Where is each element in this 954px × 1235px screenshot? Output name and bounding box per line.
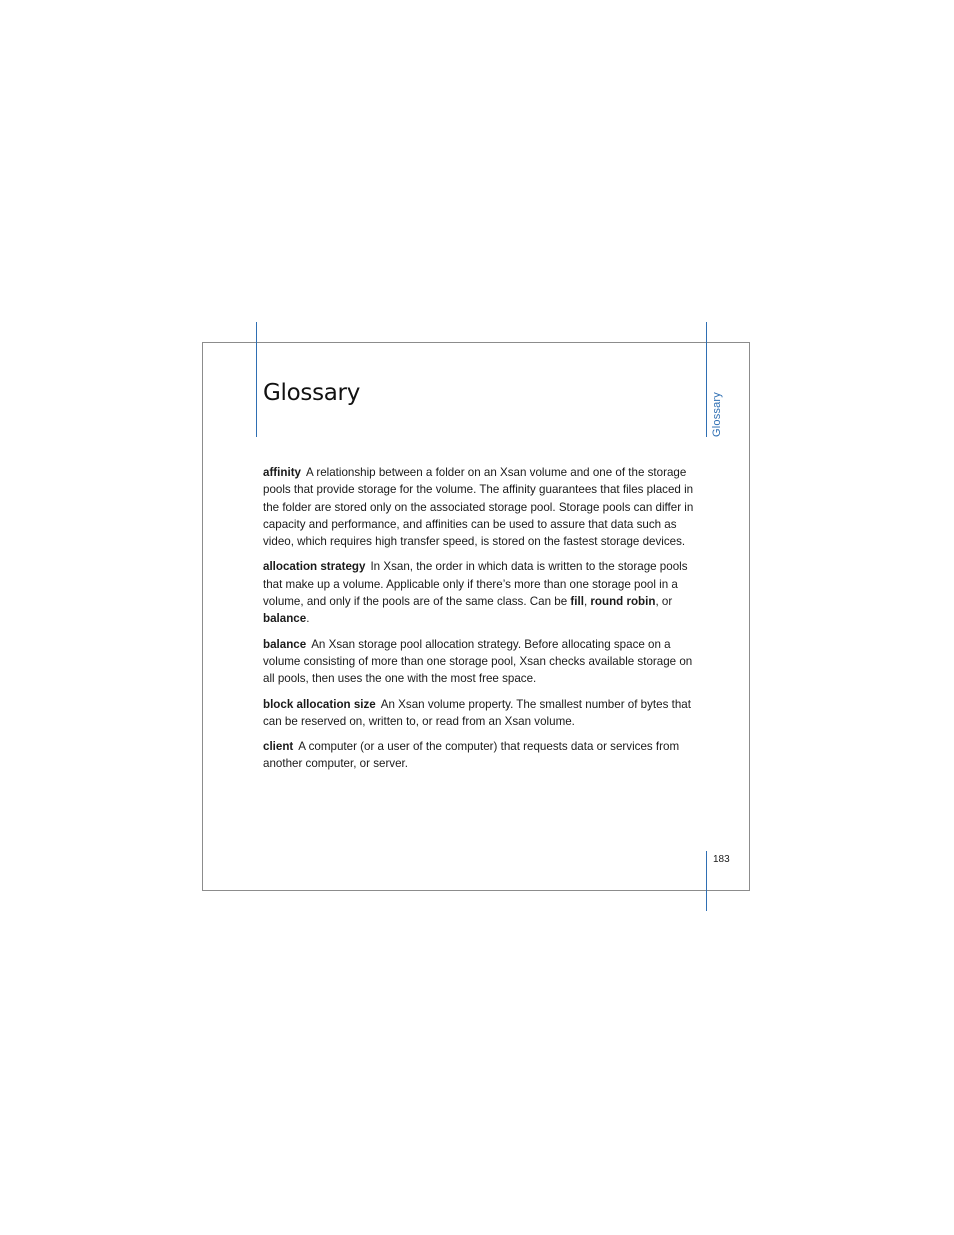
separator: , or xyxy=(655,595,673,609)
glossary-entry-affinity xyxy=(263,464,707,550)
glossary-entry-balance xyxy=(263,636,707,688)
left-top-rule xyxy=(256,322,257,437)
glossary-definition: An Xsan storage pool allocation strategy. Before allocating space on a volume consisting of more than one storage pool, Xsan checks available storage on all pools, then uses the one with the most free space. xyxy=(263,637,693,686)
sentence-end: . xyxy=(306,612,310,626)
right-top-rule xyxy=(706,322,707,437)
right-bottom-rule xyxy=(706,851,707,911)
glossary-term: client xyxy=(263,740,294,754)
page-title: Glossary xyxy=(263,380,361,406)
side-tab-label: Glossary xyxy=(711,392,723,437)
glossary-entries xyxy=(263,464,707,781)
glossary-definition: A relationship between a folder on an Xsan volume and one of the storage pools that provide storage for the volume. The affinity guarantees that files placed in the folder are stored only on the associated storage pool. Storage pools can differ in capacity and performance, and affinities can be used to assure that data such as video, which requires high transfer speed, is stored on the fastest storage devices. xyxy=(263,466,694,549)
glossary-term: block allocation size xyxy=(263,697,376,711)
glossary-term: affinity xyxy=(263,466,302,479)
separator: , xyxy=(583,595,591,609)
page-number: 183 xyxy=(713,854,730,865)
glossary-definition: A computer (or a user of the computer) that requests data or services from another computer, or server. xyxy=(263,740,680,771)
glossary-definition: An Xsan volume property. The smallest number of bytes that can be reserved on, written to, or read from an Xsan volume. xyxy=(263,697,691,728)
glossary-definition: In Xsan, the order in which data is written to the storage pools that make up a volume. Applicable only if there’s more than one storage pool in a volume, and only if the pools are of the same class. Can be xyxy=(263,560,688,609)
cross-reference-fill: fill xyxy=(570,595,584,609)
glossary-entry-block-allocation-size xyxy=(263,696,707,731)
cross-reference-balance: balance xyxy=(263,612,307,626)
glossary-term: balance xyxy=(263,637,307,651)
glossary-entry-client xyxy=(263,738,707,773)
glossary-entry-allocation-strategy xyxy=(263,558,707,627)
cross-reference-round-robin: round robin xyxy=(590,595,656,609)
glossary-term: allocation strategy xyxy=(263,560,366,574)
